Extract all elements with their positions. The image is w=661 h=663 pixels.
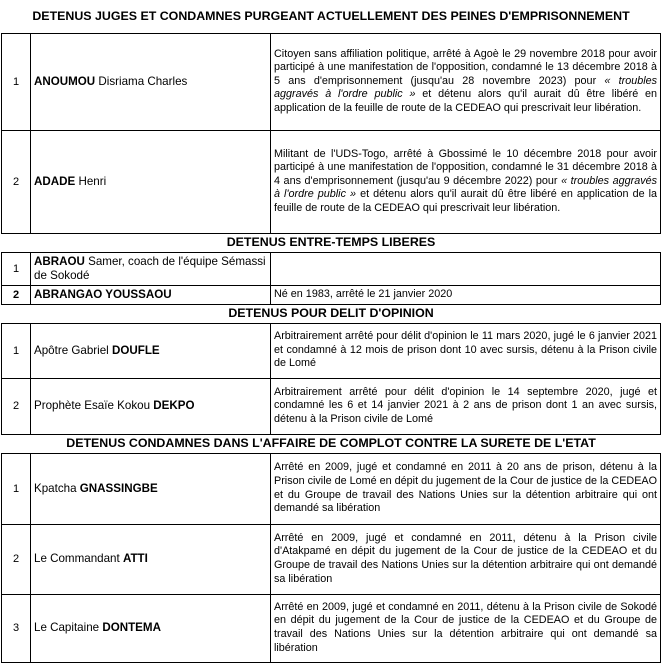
detainee-description xyxy=(271,33,661,130)
detainee-name xyxy=(31,594,271,662)
detainee-name xyxy=(31,252,271,285)
row-number: 3 xyxy=(2,594,31,662)
row-number: 1 xyxy=(2,323,31,378)
name-pre: Le Capitaine xyxy=(34,621,103,634)
name-bold: ATTI xyxy=(122,552,148,565)
desc-italic: « troubles aggravés à l'ordre public » xyxy=(274,74,658,101)
detainee-name xyxy=(31,285,271,304)
name-pre: Prophète Esaïe Kokou xyxy=(34,399,154,412)
name-rest: Samer, coach de l'équipe Sémassi de Sokodé xyxy=(34,254,266,282)
detainee-name xyxy=(31,323,271,378)
table-row xyxy=(2,130,661,233)
table-row xyxy=(2,33,661,130)
section-header xyxy=(2,434,661,453)
name-bold: DOUFLE xyxy=(111,343,160,357)
name-pre: Apôtre Gabriel xyxy=(34,343,112,357)
detainee-name xyxy=(31,33,271,130)
detainee-description xyxy=(271,130,661,233)
detainee-name xyxy=(31,378,271,434)
row-number: 2 xyxy=(2,378,31,434)
detainee-description: Arrêté en 2009, jugé et condamné en 2011, détenu à la Prison civile de Sokodé en dépit du jugement de la Cour de justice de la CEDEAO et du Groupe de travail des Nations Unies sur la détention arbitraire qui ont demandé sa libération xyxy=(271,594,661,662)
detainee-description xyxy=(271,252,661,285)
row-number: 2 xyxy=(2,524,31,594)
section-title: DETENUS ENTRE-TEMPS LIBERES xyxy=(2,233,661,252)
name-pre: Le Commandant xyxy=(34,552,123,565)
table-row xyxy=(2,252,661,285)
desc-part: et détenu alors qu'il aurait dû être libéré en application de la feuille de route de la CEDEAO qui prescrivait leur libération. xyxy=(274,88,658,114)
detainee-description: Né en 1983, arrêté le 21 janvier 2020 xyxy=(271,285,661,304)
name-bold: DONTEMA xyxy=(102,621,161,634)
table-row xyxy=(2,594,661,662)
name-pre: Kpatcha xyxy=(34,481,80,495)
detainee-description: Arrêté en 2009, jugé et condamné en 2011, détenu à la Prison civile d'Atakpamé en dépit du jugement de la Cour de justice de la CEDEAO et du Groupe de travail des Nations Unies sur la détention arbitraire qui ont demandé sa libération xyxy=(271,524,661,594)
name-rest: Disriama Charles xyxy=(95,74,188,88)
detainee-name xyxy=(31,453,271,524)
table-row xyxy=(2,378,661,434)
section-title: DETENUS POUR DELIT D'OPINION xyxy=(2,304,661,323)
desc-part: Citoyen sans affiliation politique, arrêté à Agoè le 29 novembre 2018 pour avoir participé à une manifestation de l'opposition, condamné le 13 décembre 2018 à 5 ans d'emprisonnement (jusqu'au 28 novembre 2023) pour xyxy=(274,47,658,87)
desc-part: et détenu alors qu'il aurait dû être libéré en application de la feuille de route de la CEDEAO qui prescrivait leur libération. xyxy=(274,188,658,214)
row-number: 2 xyxy=(2,285,31,304)
table-row xyxy=(2,453,661,524)
detainees-table xyxy=(1,0,661,663)
detainee-name xyxy=(31,524,271,594)
row-number: 1 xyxy=(2,252,31,285)
desc-part: Militant de l'UDS-Togo, arrêté à Gbossimé le 10 décembre 2018 pour avoir participé à une manifestation de l'opposition, condamné le 31 décembre 2018 à 4 ans d'emprisonnement (jusqu'au 9 décembre 2022) pour xyxy=(274,147,658,187)
table-row xyxy=(2,323,661,378)
table-row xyxy=(2,524,661,594)
name-bold: ABRANGAO YOUSSAOU xyxy=(34,287,172,301)
detainee-description: Arbitrairement arrêté pour délit d'opinion le 14 septembre 2020, jugé et condamné les 6 et 14 janvier 2021 à 2 ans de prison dont 1 an avec sursis, détenu à la Prison civile de Lomé xyxy=(271,378,661,434)
row-number: 1 xyxy=(2,33,31,130)
desc-italic: « troubles aggravés à l'ordre public » xyxy=(274,174,658,201)
name-bold: ANOUMOU xyxy=(34,74,96,88)
name-bold: ADADE xyxy=(34,174,76,188)
detainee-description: Arrêté en 2009, jugé et condamné en 2011 à 20 ans de prison, détenu à la Prison civile de Lomé en dépit du jugement de la Cour de justice de la CEDEAO et du Groupe de travail des Nations Unies sur la détention arbitraire qui ont demandé sa libération xyxy=(271,453,661,524)
section-title: DETENUS CONDAMNES DANS L'AFFAIRE DE COMPLOT CONTRE LA SURETE DE L'ETAT xyxy=(2,434,661,453)
name-bold: ABRAOU xyxy=(34,254,85,268)
name-bold: GNASSINGBE xyxy=(79,481,158,495)
section-header xyxy=(2,304,661,323)
row-number: 2 xyxy=(2,130,31,233)
table-row xyxy=(2,285,661,304)
name-bold: DEKPO xyxy=(153,399,195,412)
row-number: 1 xyxy=(2,453,31,524)
detainee-name xyxy=(31,130,271,233)
section-title: DETENUS JUGES ET CONDAMNES PURGEANT ACTUELLEMENT DES PEINES D'EMPRISONNEMENT xyxy=(2,0,661,33)
section-header xyxy=(2,0,661,33)
name-rest: Henri xyxy=(75,174,107,188)
detainee-description: Arbitrairement arrêté pour délit d'opinion le 11 mars 2020, jugé le 6 janvier 2021 et condamné à 12 mois de prison dont 10 avec sursis, détenu à la Prison civile de Lomé xyxy=(271,323,661,378)
section-header xyxy=(2,233,661,252)
